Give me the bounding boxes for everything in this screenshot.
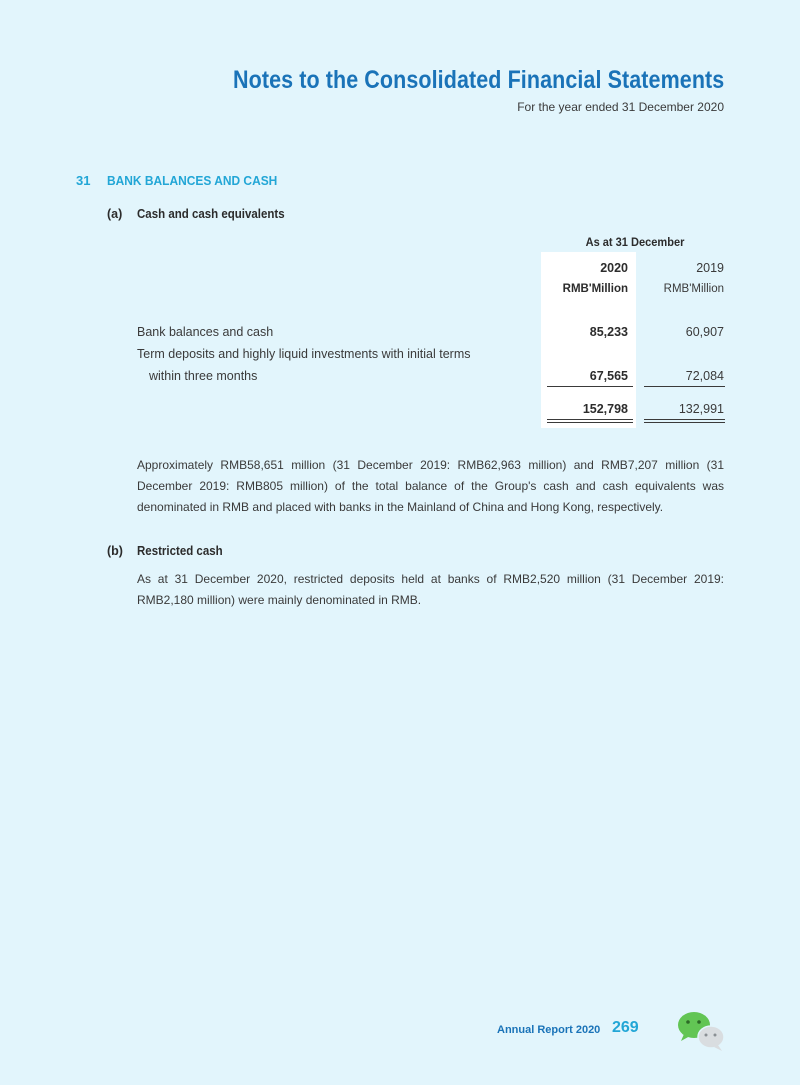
column-unit-2020: RMB'Million xyxy=(562,283,628,295)
page-header-title: Notes to the Consolidated Financial Statements xyxy=(232,66,724,94)
column-header-2020: 2020 xyxy=(600,261,628,275)
cash-note-paragraph: Approximately RMB58,651 million (31 December 2019: RMB62,963 million) and RMB7,207 million (31 December 2019: RMB805 million) of the total balance of the Group's cash and cash equivalents was denominated in RMB and placed with banks in the Mainland of China and Hong Kong, respectively. xyxy=(137,458,724,514)
table-cell-2020: 85,233 xyxy=(589,325,628,339)
column-unit-2019: RMB'Million xyxy=(663,283,724,295)
table-total-2020: 152,798 xyxy=(582,402,628,416)
wechat-logo-icon xyxy=(676,1010,726,1052)
table-cell-2019: 72,084 xyxy=(685,369,724,383)
page-header-subtitle: For the year ended 31 December 2020 xyxy=(517,100,724,114)
subsection-a-title: Cash and cash equivalents xyxy=(137,207,285,221)
footer-report-name: Annual Report 2020 xyxy=(497,1024,601,1036)
table-cell-2020: 67,565 xyxy=(589,369,628,383)
column-header-2019: 2019 xyxy=(696,261,724,275)
subsection-a-label: (a) xyxy=(107,207,123,221)
restricted-cash-paragraph: As at 31 December 2020, restricted deposits held at banks of RMB2,520 million (31 December 2019: RMB2,180 million) were mainly denominated in RMB. xyxy=(137,572,724,607)
subsection-b-title: Restricted cash xyxy=(137,544,223,558)
section-title: BANK BALANCES AND CASH xyxy=(107,173,278,188)
total-double-rule-2019-bottom xyxy=(644,422,725,423)
table-cell-2019: 60,907 xyxy=(685,325,724,339)
total-double-rule-2020-bottom xyxy=(547,422,633,423)
table-group-header: As at 31 December xyxy=(585,235,685,249)
table-row-label: within three months xyxy=(149,369,258,383)
table-row-label: Bank balances and cash xyxy=(137,325,274,339)
table-total-2019: 132,991 xyxy=(678,402,724,416)
total-double-rule-2020-top xyxy=(547,419,633,420)
subsection-b-label: (b) xyxy=(107,544,123,558)
section-number: 31 xyxy=(76,173,91,188)
subtotal-rule-2020 xyxy=(547,386,633,387)
table-row-label: Term deposits and highly liquid investments with initial terms xyxy=(137,347,471,361)
total-double-rule-2019-top xyxy=(644,419,725,420)
subtotal-rule-2019 xyxy=(644,386,725,387)
footer-page-number: 269 xyxy=(612,1019,639,1036)
